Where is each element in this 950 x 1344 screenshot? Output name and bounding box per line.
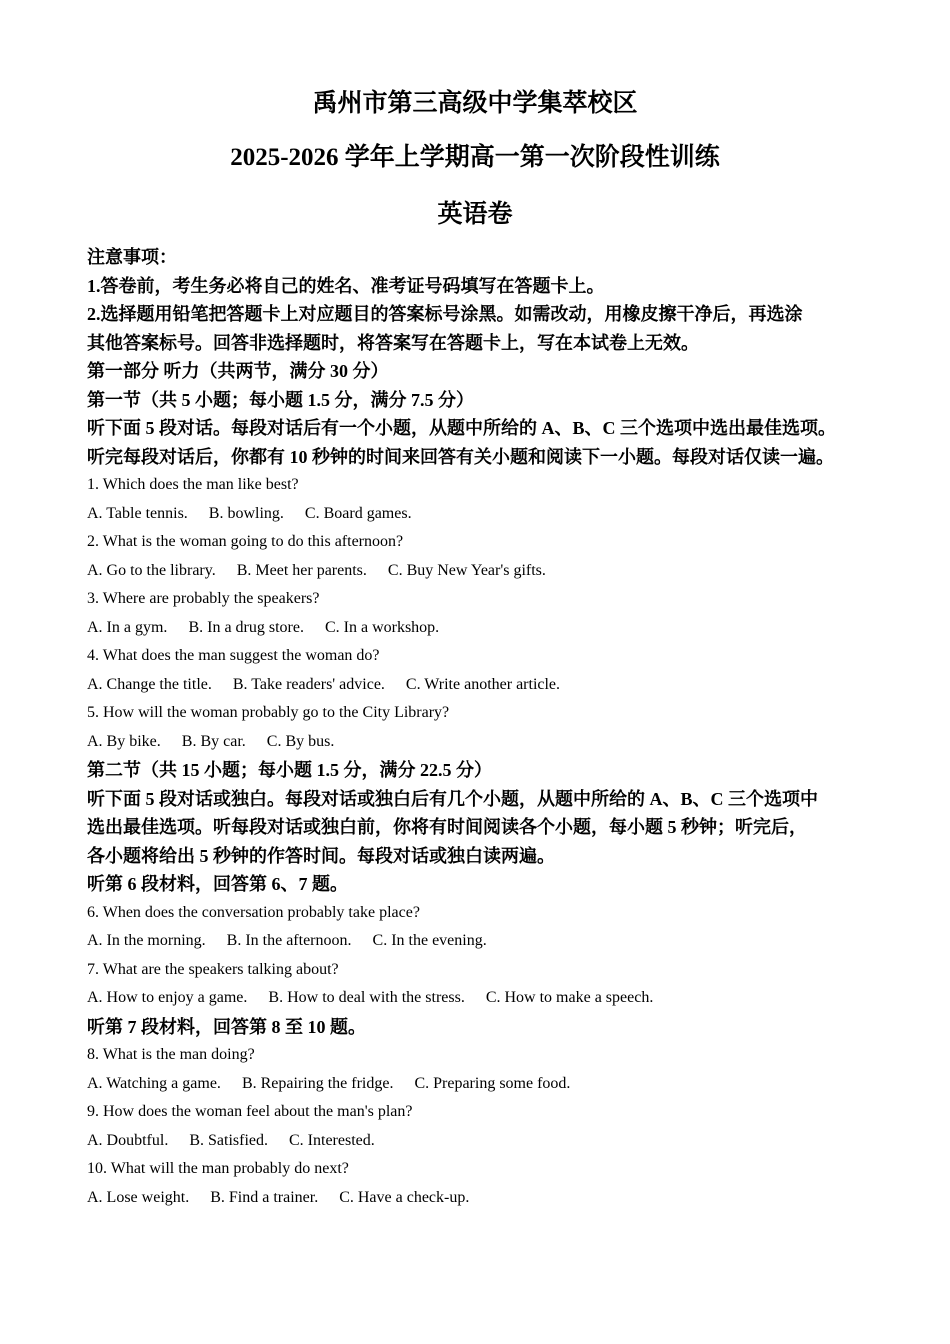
notice-item-2-line-1: 2.选择题用铅笔把答题卡上对应题目的答案标号涂黑。如需改动，用橡皮擦干净后，再选涂 [87,304,803,324]
section2-instruction-line-3: 各小题将给出 5 秒钟的作答时间。每段对话或独白读两遍。 [87,845,555,866]
option-a: A. Go to the library. [87,561,216,579]
option-b: B. Find a trainer. [210,1188,319,1206]
option-b: B. By car. [181,732,246,750]
option-b: B. In a drug store. [188,618,304,636]
section2-instruction-line-2: 选出最佳选项。听每段对话或独白前，你将有时间阅读各个小题，每小题 5 秒钟；听完后， [87,817,807,837]
option-a: A. Change the title. [87,675,212,693]
option-a: A. In a gym. [87,618,168,636]
question-5: 5. How will the woman probably go to the City Library? [87,704,450,721]
question-9-options [87,1127,887,1156]
question-3: 3. Where are probably the speakers? [87,590,320,607]
option-c: C. Have a check-up. [339,1188,470,1206]
question-4: 4. What does the man suggest the woman do? [87,647,380,664]
exam-content [87,243,887,1212]
notice-heading: 注意事项： [87,247,177,267]
option-a: A. Table tennis. [87,504,188,522]
question-6-options [87,927,887,956]
option-b: B. Satisfied. [189,1131,268,1149]
option-c: C. Preparing some food. [414,1074,571,1092]
question-5-options [87,728,887,757]
option-a: A. How to enjoy a game. [87,989,248,1006]
section1-instruction-line-2: 听完每段对话后，你都有 10 秒钟的时间来回答有关小题和阅读下一小题。每段对话仅读一遍。 [87,446,834,467]
option-a: A. Doubtful. [87,1131,169,1149]
question-6: 6. When does the conversation probably take place? [87,903,420,921]
exam-title: 2025-2026 学年上学期高一第一次阶段性训练 [230,144,720,171]
question-9: 9. How does the woman feel about the man's plan? [87,1103,413,1120]
option-b: B. Take readers' advice. [232,675,385,693]
option-c: C. In the evening. [372,932,487,949]
question-1: 1. Which does the man like best? [87,476,299,493]
question-2: 2. What is the woman going to do this afternoon? [87,533,404,550]
option-a: A. Lose weight. [87,1188,190,1206]
question-8: 8. What is the man doing? [87,1046,255,1063]
option-c: C. Board games. [304,504,412,522]
section2-heading: 第二节（共 15 小题；每小题 1.5 分，满分 22.5 分） [87,760,492,780]
option-a: A. By bike. [87,732,161,750]
option-b: B. In the afternoon. [226,932,352,949]
option-b: B. Repairing the fridge. [241,1074,394,1092]
question-3-options [87,614,887,643]
material-6-heading: 听第 6 段材料，回答第 6、7 题。 [87,874,348,894]
question-10-options [87,1184,887,1213]
question-4-options [87,671,887,700]
question-8-options [87,1070,887,1099]
section1-instruction-line-1: 听下面 5 段对话。每段对话后有一个小题，从题中所给的 A、B、C 三个选项中选出最佳选项。 [87,418,836,438]
option-c: C. Interested. [289,1131,375,1149]
notice-item-2-line-2: 其他答案标号。回答非选择题时，将答案写在答题卡上，写在本试卷上无效。 [87,332,699,353]
option-b: B. How to deal with the stress. [268,989,465,1006]
option-c: C. Buy New Year's gifts. [387,561,546,579]
part1-heading: 第一部分 听力（共两节，满分 30 分） [87,361,389,381]
option-a: A. In the morning. [87,932,206,949]
notice-item-1: 1.答卷前，考生务必将自己的姓名、准考证号码填写在答题卡上。 [87,275,605,296]
option-b: B. bowling. [208,504,284,522]
school-title: 禹州市第三高级中学集萃校区 [312,90,638,117]
question-7: 7. What are the speakers talking about? [87,960,339,978]
option-a: A. Watching a game. [87,1074,221,1092]
question-1-options [87,500,887,529]
option-c: C. In a workshop. [324,618,440,636]
option-b: B. Meet her parents. [236,561,367,579]
question-7-options [87,984,887,1013]
option-c: C. By bus. [266,732,335,750]
section1-heading: 第一节（共 5 小题；每小题 1.5 分，满分 7.5 分） [87,389,474,410]
question-2-options [87,557,887,586]
option-c: C. How to make a speech. [485,989,654,1006]
question-10: 10. What will the man probably do next? [87,1160,349,1177]
subject-title: 英语卷 [437,201,513,228]
material-7-heading: 听第 7 段材料，回答第 8 至 10 题。 [87,1016,366,1037]
section2-instruction-line-1: 听下面 5 段对话或独白。每段对话或独白后有几个小题，从题中所给的 A、B、C 三个选项中 [87,788,818,809]
option-c: C. Write another article. [405,675,561,693]
